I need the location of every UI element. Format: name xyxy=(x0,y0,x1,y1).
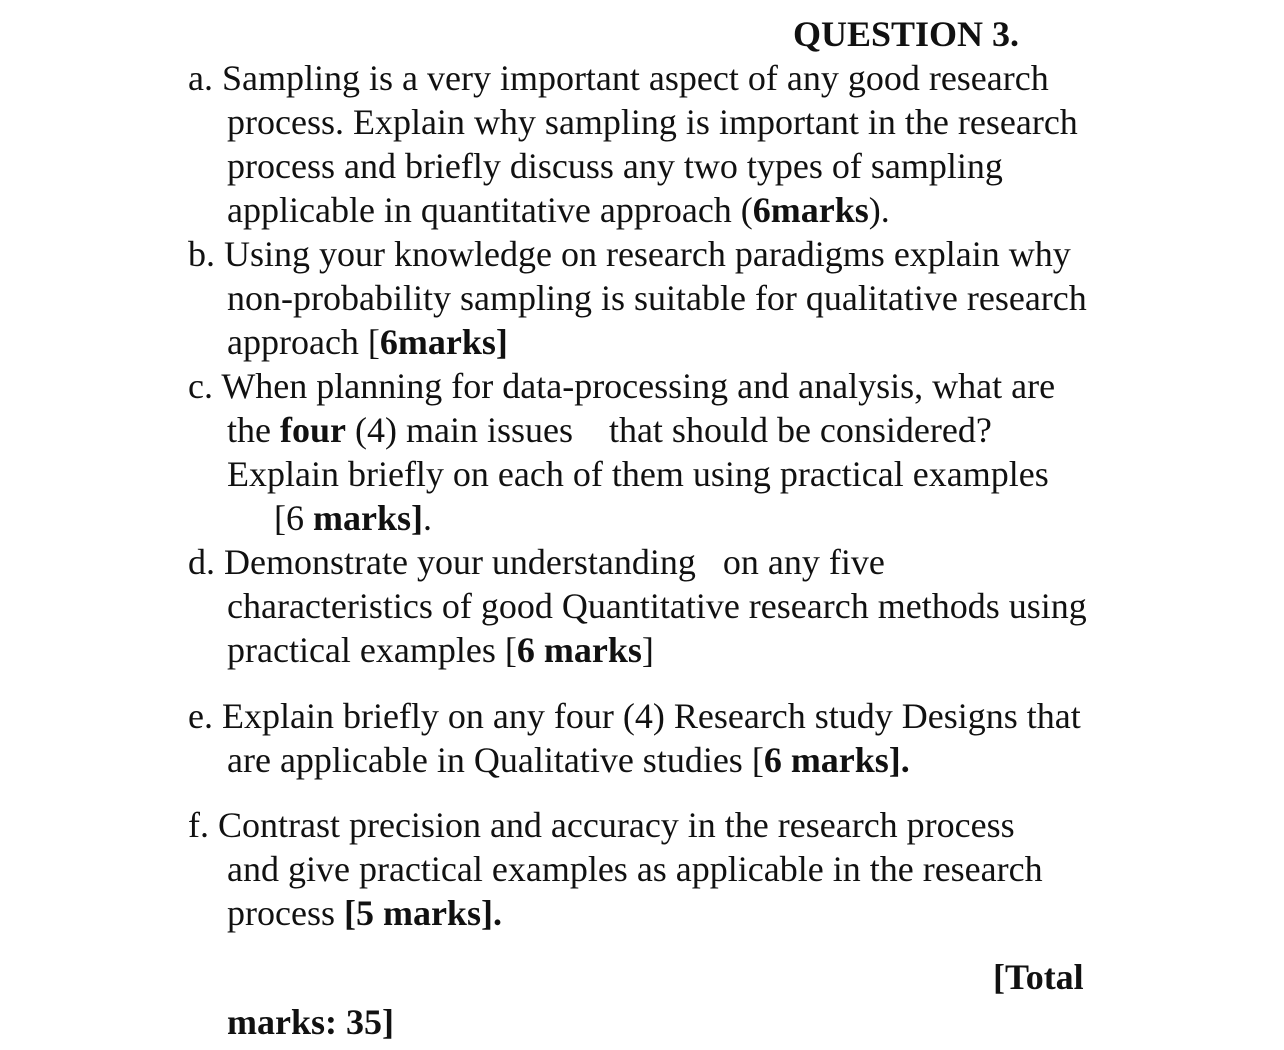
question-d-line-3-end: ] xyxy=(641,630,654,670)
question-a-line-4-end: ). xyxy=(868,190,890,230)
question-part-e xyxy=(188,694,1148,782)
question-b-line-3 xyxy=(188,320,1148,364)
question-a-marks: 6marks xyxy=(752,190,869,230)
question-f-line-3 xyxy=(188,891,1148,935)
question-d-line-3-text: practical examples [ xyxy=(227,630,517,670)
question-f-line-3-text: process xyxy=(227,893,344,933)
question-e-line-1: e. Explain briefly on any four (4) Research study Designs that xyxy=(188,696,1081,736)
question-f-marks: [5 marks]. xyxy=(343,893,502,933)
question-f-line-1: f. Contrast precision and accuracy in the research process xyxy=(188,805,1015,845)
question-c-marks: marks] xyxy=(313,498,423,538)
question-e-line-2 xyxy=(188,738,1148,782)
question-part-c xyxy=(188,364,1148,540)
question-d-line-2: characteristics of good Quantitative research methods using xyxy=(227,586,1087,626)
question-c-line-4-start: [6 xyxy=(274,498,313,538)
question-b-line-3-text: approach [ xyxy=(227,322,380,362)
question-a-line-2: process. Explain why sampling is important in the research xyxy=(227,102,1078,142)
question-c-line-4 xyxy=(188,496,1148,540)
question-e-marks: 6 marks]. xyxy=(763,740,910,780)
question-b-marks: 6marks] xyxy=(379,322,508,362)
question-part-f xyxy=(188,803,1148,935)
question-part-a xyxy=(188,56,1148,232)
question-part-d xyxy=(188,540,1148,672)
question-c-line-2-end: (4) main issues that should be considered? xyxy=(345,410,992,450)
question-d-line-1: d. Demonstrate your understanding on any five xyxy=(188,542,885,582)
question-c-line-1: c. When planning for data-processing and analysis, what are xyxy=(188,366,1056,406)
question-b-line-2: non-probability sampling is suitable for qualitative research xyxy=(227,278,1087,318)
question-c-four: four xyxy=(279,410,346,450)
question-d-line-3 xyxy=(188,628,1148,672)
question-a-line-4 xyxy=(188,188,1148,232)
total-marks-value: marks: 35] xyxy=(227,1002,394,1042)
question-c-line-4-end: . xyxy=(423,498,432,538)
question-a-line-3: process and briefly discuss any two types of sampling xyxy=(227,146,1003,186)
question-c-line-2 xyxy=(188,408,1148,452)
question-a-line-4-text: applicable in quantitative approach ( xyxy=(227,190,753,230)
total-marks-label: [Total xyxy=(993,957,1084,997)
question-d-marks: 6 marks xyxy=(516,630,642,670)
question-f-line-2: and give practical examples as applicable in the research xyxy=(227,849,1043,889)
question-c-line-2-start: the xyxy=(227,410,280,450)
question-part-b xyxy=(188,232,1148,364)
question-a-line-1: a. Sampling is a very important aspect of any good research xyxy=(188,58,1049,98)
question-c-line-3: Explain briefly on each of them using practical examples xyxy=(227,454,1049,494)
question-heading: QUESTION 3. xyxy=(793,14,1020,54)
question-e-line-2-text: are applicable in Qualitative studies [ xyxy=(227,740,764,780)
question-b-line-1: b. Using your knowledge on research paradigms explain why xyxy=(188,234,1071,274)
